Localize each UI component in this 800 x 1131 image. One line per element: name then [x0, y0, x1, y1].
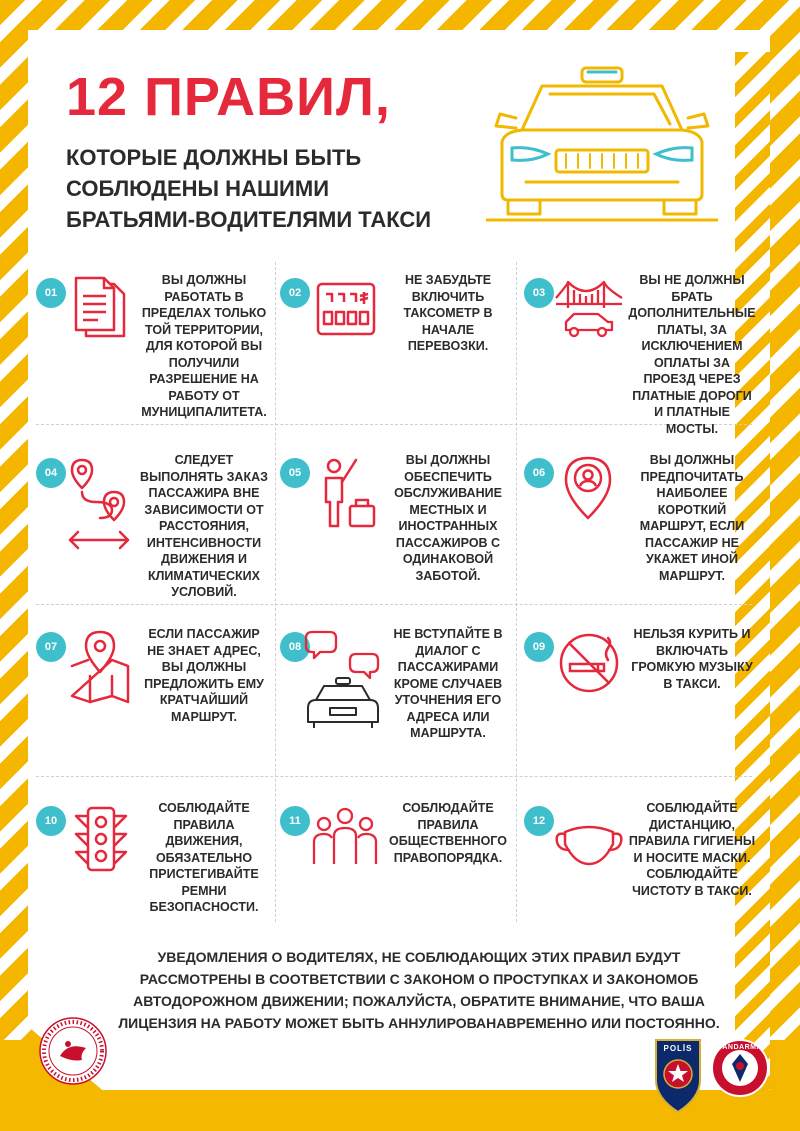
rule-text: СЛЕДУЕТ ВЫПОЛНЯТЬ ЗАКАЗ ПАССАЖИРА ВНЕ ЗАВИСИМОСТИ ОТ РАССТОЯНИЯ, ИНТЕНСИВНОСТИ ДВИЖЕНИЯ И КЛИМАТИЧЕСКИХ УСЛОВИЙ.: [140, 453, 268, 599]
rule-number-badge: 08: [280, 632, 310, 662]
row-divider: [36, 604, 752, 605]
jandarma-logo-text: JANDARMA: [717, 1044, 763, 1051]
row-divider: [36, 776, 752, 777]
rule-text: СОБЛЮДАЙТЕ ПРАВИЛА ДВИЖЕНИЯ, ОБЯЗАТЕЛЬНО ПРИСТЕГИВАЙТЕ РЕМНИ БЕЗОПАСНОСТИ.: [149, 801, 259, 914]
rule-number-badge: 02: [280, 278, 310, 308]
rule-number-badge: 03: [524, 278, 554, 308]
rule-number-badge: 09: [524, 632, 554, 662]
route-icon: [66, 454, 136, 554]
face-mask-icon: [550, 802, 630, 872]
rule-09: [524, 616, 766, 776]
page-subtitle: [66, 142, 466, 235]
people-icon: [310, 802, 380, 872]
subtitle-line: КОТОРЫЕ ДОЛЖНЫ БЫТЬ: [66, 145, 362, 170]
rule-12: [524, 790, 766, 950]
rule-03: [524, 262, 766, 436]
police-emblem-icon: [650, 1036, 706, 1116]
no-smoking-icon: [554, 628, 624, 698]
rule-number-badge: 11: [280, 806, 310, 836]
rule-number-badge: 05: [280, 458, 310, 488]
passenger-luggage-icon: [310, 454, 380, 534]
rule-number-badge: 10: [36, 806, 66, 836]
rule-08: [280, 616, 522, 776]
rule-07: [36, 616, 278, 776]
toll-bridge-icon: [554, 274, 624, 344]
subtitle-line: БРАТЬЯМИ-ВОДИТЕЛЯМИ ТАКСИ: [66, 207, 432, 232]
rule-number-badge: 07: [36, 632, 66, 662]
rule-06: [524, 442, 766, 602]
rule-05: [280, 442, 522, 602]
rule-text: ЕСЛИ ПАССАЖИР НЕ ЗНАЕТ АДРЕС, ВЫ ДОЛЖНЫ ПРЕДЛОЖИТЬ ЕМУ КРАТЧАЙШИЙ МАРШРУТ.: [144, 627, 264, 724]
subtitle-line: СОБЛЮДЕНЫ НАШИМИ: [66, 176, 330, 201]
rule-11: [280, 790, 522, 950]
rule-10: [36, 790, 278, 950]
location-person-icon: [554, 454, 624, 524]
rule-text: НЕЛЬЗЯ КУРИТЬ И ВКЛЮЧАТЬ ГРОМКУЮ МУЗЫКУ В ТАКСИ.: [631, 627, 753, 691]
documents-icon: [66, 274, 136, 344]
rule-01: [36, 262, 278, 422]
rule-text: ВЫ ДОЛЖНЫ РАБОТАТЬ В ПРЕДЕЛАХ ТОЛЬКО ТОЙ ТЕРРИТОРИИ, ДЛЯ КОТОРОЙ ВЫ ПОЛУЧИЛИ РАЗРЕШЕНИЕ НА РАБОТУ ОТ МУНИЦИПАЛИТЕТА.: [141, 273, 267, 419]
rule-text: ВЫ ДОЛЖНЫ ОБЕСПЕЧИТЬ ОБСЛУЖИВАНИЕ МЕСТНЫХ И ИНОСТРАННЫХ ПАССАЖИРОВ С ОДИНАКОВОЙ ЗАБОТОЙ.: [394, 453, 502, 583]
page-title: 12 ПРАВИЛ,: [66, 67, 391, 127]
rule-text: СОБЛЮДАЙТЕ ДИСТАНЦИЮ, ПРАВИЛА ГИГИЕНЫ И НОСИТЕ МАСКИ. СОБЛЮДАЙТЕ ЧИСТОТУ В ТАКСИ.: [628, 801, 756, 898]
traffic-light-icon: [66, 802, 136, 882]
rule-text: НЕ ЗАБУДЬТЕ ВКЛЮЧИТЬ ТАКСОМЕТР В НАЧАЛЕ ПЕРЕВОЗКИ.: [403, 273, 493, 353]
rule-text: ВЫ ДОЛЖНЫ ПРЕДПОЧИТАТЬ НАИБОЛЕЕ КОРОТКИЙ МАРШРУТ, ЕСЛИ ПАССАЖИР НЕ УКАЖЕТ ИНОЙ МАРШРУТ.: [639, 453, 745, 583]
map-pin-icon: [66, 628, 136, 708]
rule-number-badge: 12: [524, 806, 554, 836]
taxi-front-icon: [486, 62, 718, 222]
rule-text: СОБЛЮДАЙТЕ ПРАВИЛА ОБЩЕСТВЕННОГО ПРАВОПОРЯДКА.: [389, 801, 507, 865]
taximeter-icon: [310, 274, 380, 344]
ministry-seal-icon: [38, 1016, 108, 1086]
rule-text: НЕ ВСТУПАЙТЕ В ДИАЛОГ С ПАССАЖИРАМИ КРОМЕ СЛУЧАЕВ УТОЧНЕНИЯ ЕГО АДРЕСА ИЛИ МАРШРУТА.: [393, 627, 503, 740]
police-logo-text: POLİS: [663, 1044, 693, 1053]
rule-number-badge: 04: [36, 458, 66, 488]
legal-notice: УВЕДОМЛЕНИЯ О ВОДИТЕЛЯХ, НЕ СОБЛЮДАЮЩИХ ЭТИХ ПРАВИЛ БУДУТ РАССМОТРЕНЫ В СООТВЕТСТВИИ С ЗАКОНОМ О ПРОСТУПКАХ И ЗАКОНОМОБ АВТОДОРОЖНОМ ДВИЖЕНИИ; ПОЖАЛУЙСТА, ОБРАТИТЕ ВНИМАНИЕ, ЧТО ВАША ЛИЦЕНЗИЯ НА РАБОТУ МОЖЕТ БЫТЬ АННУЛИРОВАНАВРЕМЕННО ИЛИ ПОСТОЯННО.: [118, 949, 720, 1031]
taxi-chat-icon: [302, 628, 382, 728]
jandarma-emblem-icon: [710, 1036, 770, 1102]
rule-text: ВЫ НЕ ДОЛЖНЫ БРАТЬ ДОПОЛНИТЕЛЬНЫЕ ПЛАТЫ, ЗА ИСКЛЮЧЕНИЕМ ОПЛАТЫ ЗА ПРОЕЗД ЧЕРЕЗ ПЛАТНЫЕ ДОРОГИ И ПЛАТНЫЕ МОСТЫ.: [628, 273, 756, 436]
rule-02: [280, 262, 522, 422]
rule-number-badge: 01: [36, 278, 66, 308]
rule-number-badge: 06: [524, 458, 554, 488]
rule-04: [36, 442, 278, 602]
